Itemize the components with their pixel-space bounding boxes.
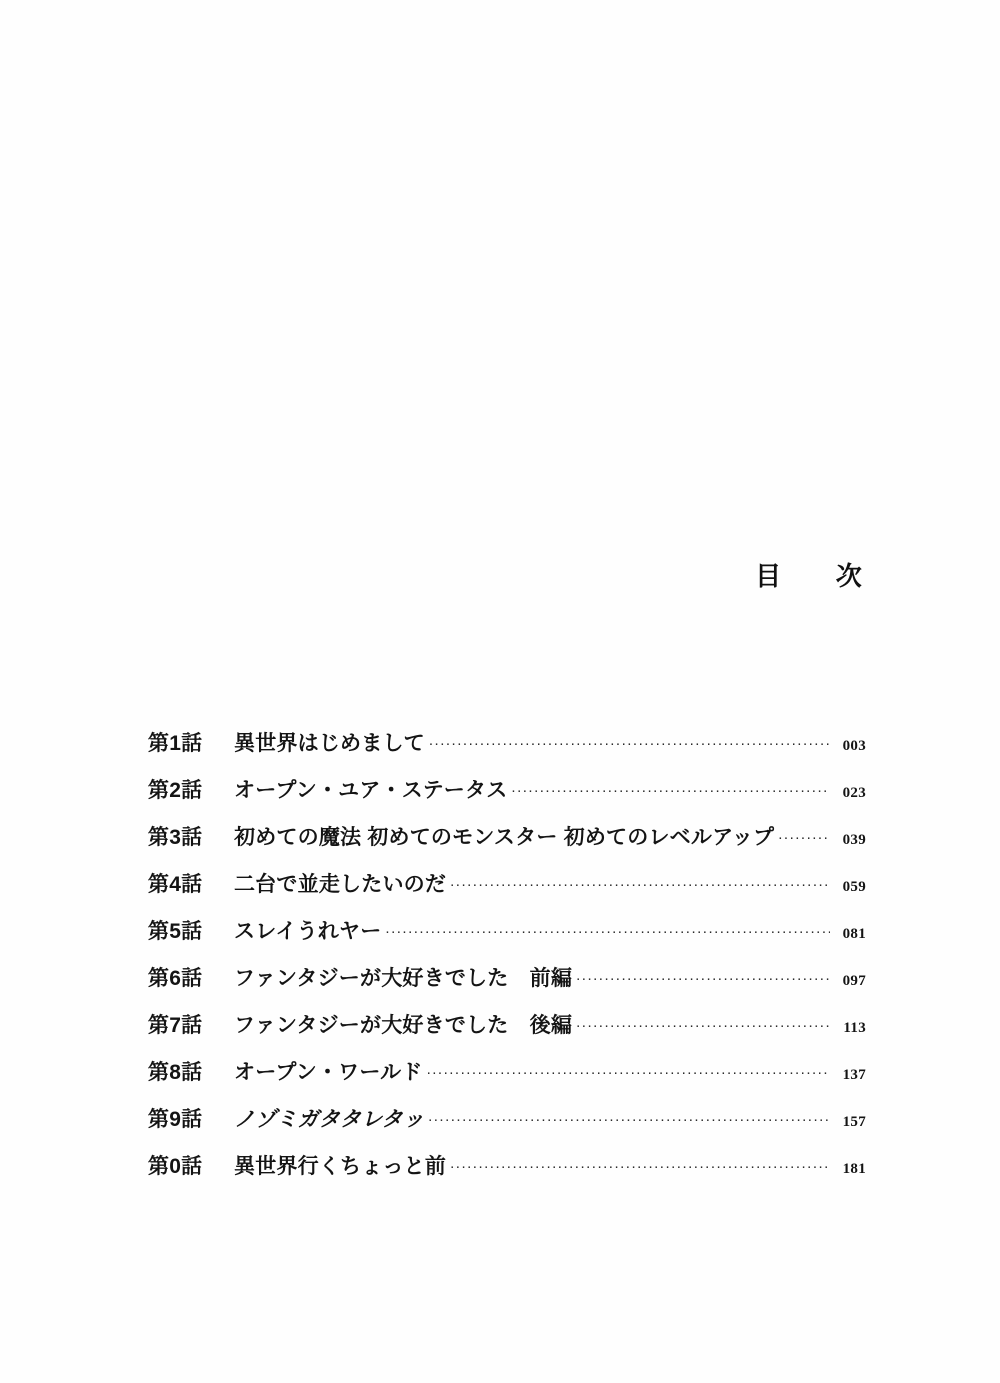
chapter-number: 第0話 [148,1155,203,1178]
dot-leader [429,734,830,750]
chapter-number: 第7話 [148,1014,203,1037]
list-item[interactable] [148,1150,866,1197]
chapter-title: 異世界行くちょっと前 [234,1155,447,1178]
page-number: 097 [842,973,866,989]
chapter-number: 第1話 [148,732,203,755]
chapter-title: ファンタジーが大好きでした 前編 [234,967,573,990]
page-number: 003 [842,738,866,754]
chapter-number: 第9話 [148,1108,203,1131]
dot-leader [778,828,830,844]
page-number: 081 [842,926,866,942]
chapter-title: スレイうれヤー [234,920,382,943]
dot-leader [385,922,830,938]
chapter-number: 第5話 [148,920,203,943]
chapter-title: 二台で並走したいのだ [234,873,447,896]
list-item[interactable] [148,1103,866,1150]
page-number: 039 [842,832,866,848]
page-number: 059 [842,879,866,895]
chapter-title: 初めての魔法 初めてのモンスター 初めてのレベルアップ [234,826,775,849]
dot-leader [576,969,830,985]
dot-leader [450,875,830,891]
list-item[interactable] [148,727,866,774]
dot-leader [576,1016,830,1032]
list-item[interactable] [148,774,866,821]
chapter-title: オープン・ユア・ステータス [234,779,508,802]
chapter-title: 異世界はじめまして [234,732,425,755]
page-number: 137 [842,1067,866,1083]
chapter-title: ノゾミガタタレタッ [234,1108,425,1131]
dot-leader [511,781,830,797]
list-item[interactable] [148,1056,866,1103]
chapter-number: 第3話 [148,826,203,849]
chapter-title: ファンタジーが大好きでした 後編 [234,1014,573,1037]
page-number: 181 [842,1161,866,1177]
page-number: 023 [842,785,866,801]
page-number: 113 [843,1020,866,1036]
list-item[interactable] [148,821,866,868]
list-item[interactable] [148,962,866,1009]
page-number: 157 [842,1114,866,1130]
dot-leader [428,1110,830,1126]
chapter-number: 第8話 [148,1061,203,1084]
page-title: 目 次 [755,561,876,591]
dot-leader [427,1063,830,1079]
list-item[interactable] [148,868,866,915]
chapter-title: オープン・ワールド [234,1061,423,1084]
dot-leader [450,1157,830,1173]
chapter-number: 第2話 [148,779,203,802]
list-item[interactable] [148,1009,866,1056]
chapter-number: 第4話 [148,873,203,896]
toc-list [148,727,866,1197]
chapter-number: 第6話 [148,967,203,990]
list-item[interactable] [148,915,866,962]
